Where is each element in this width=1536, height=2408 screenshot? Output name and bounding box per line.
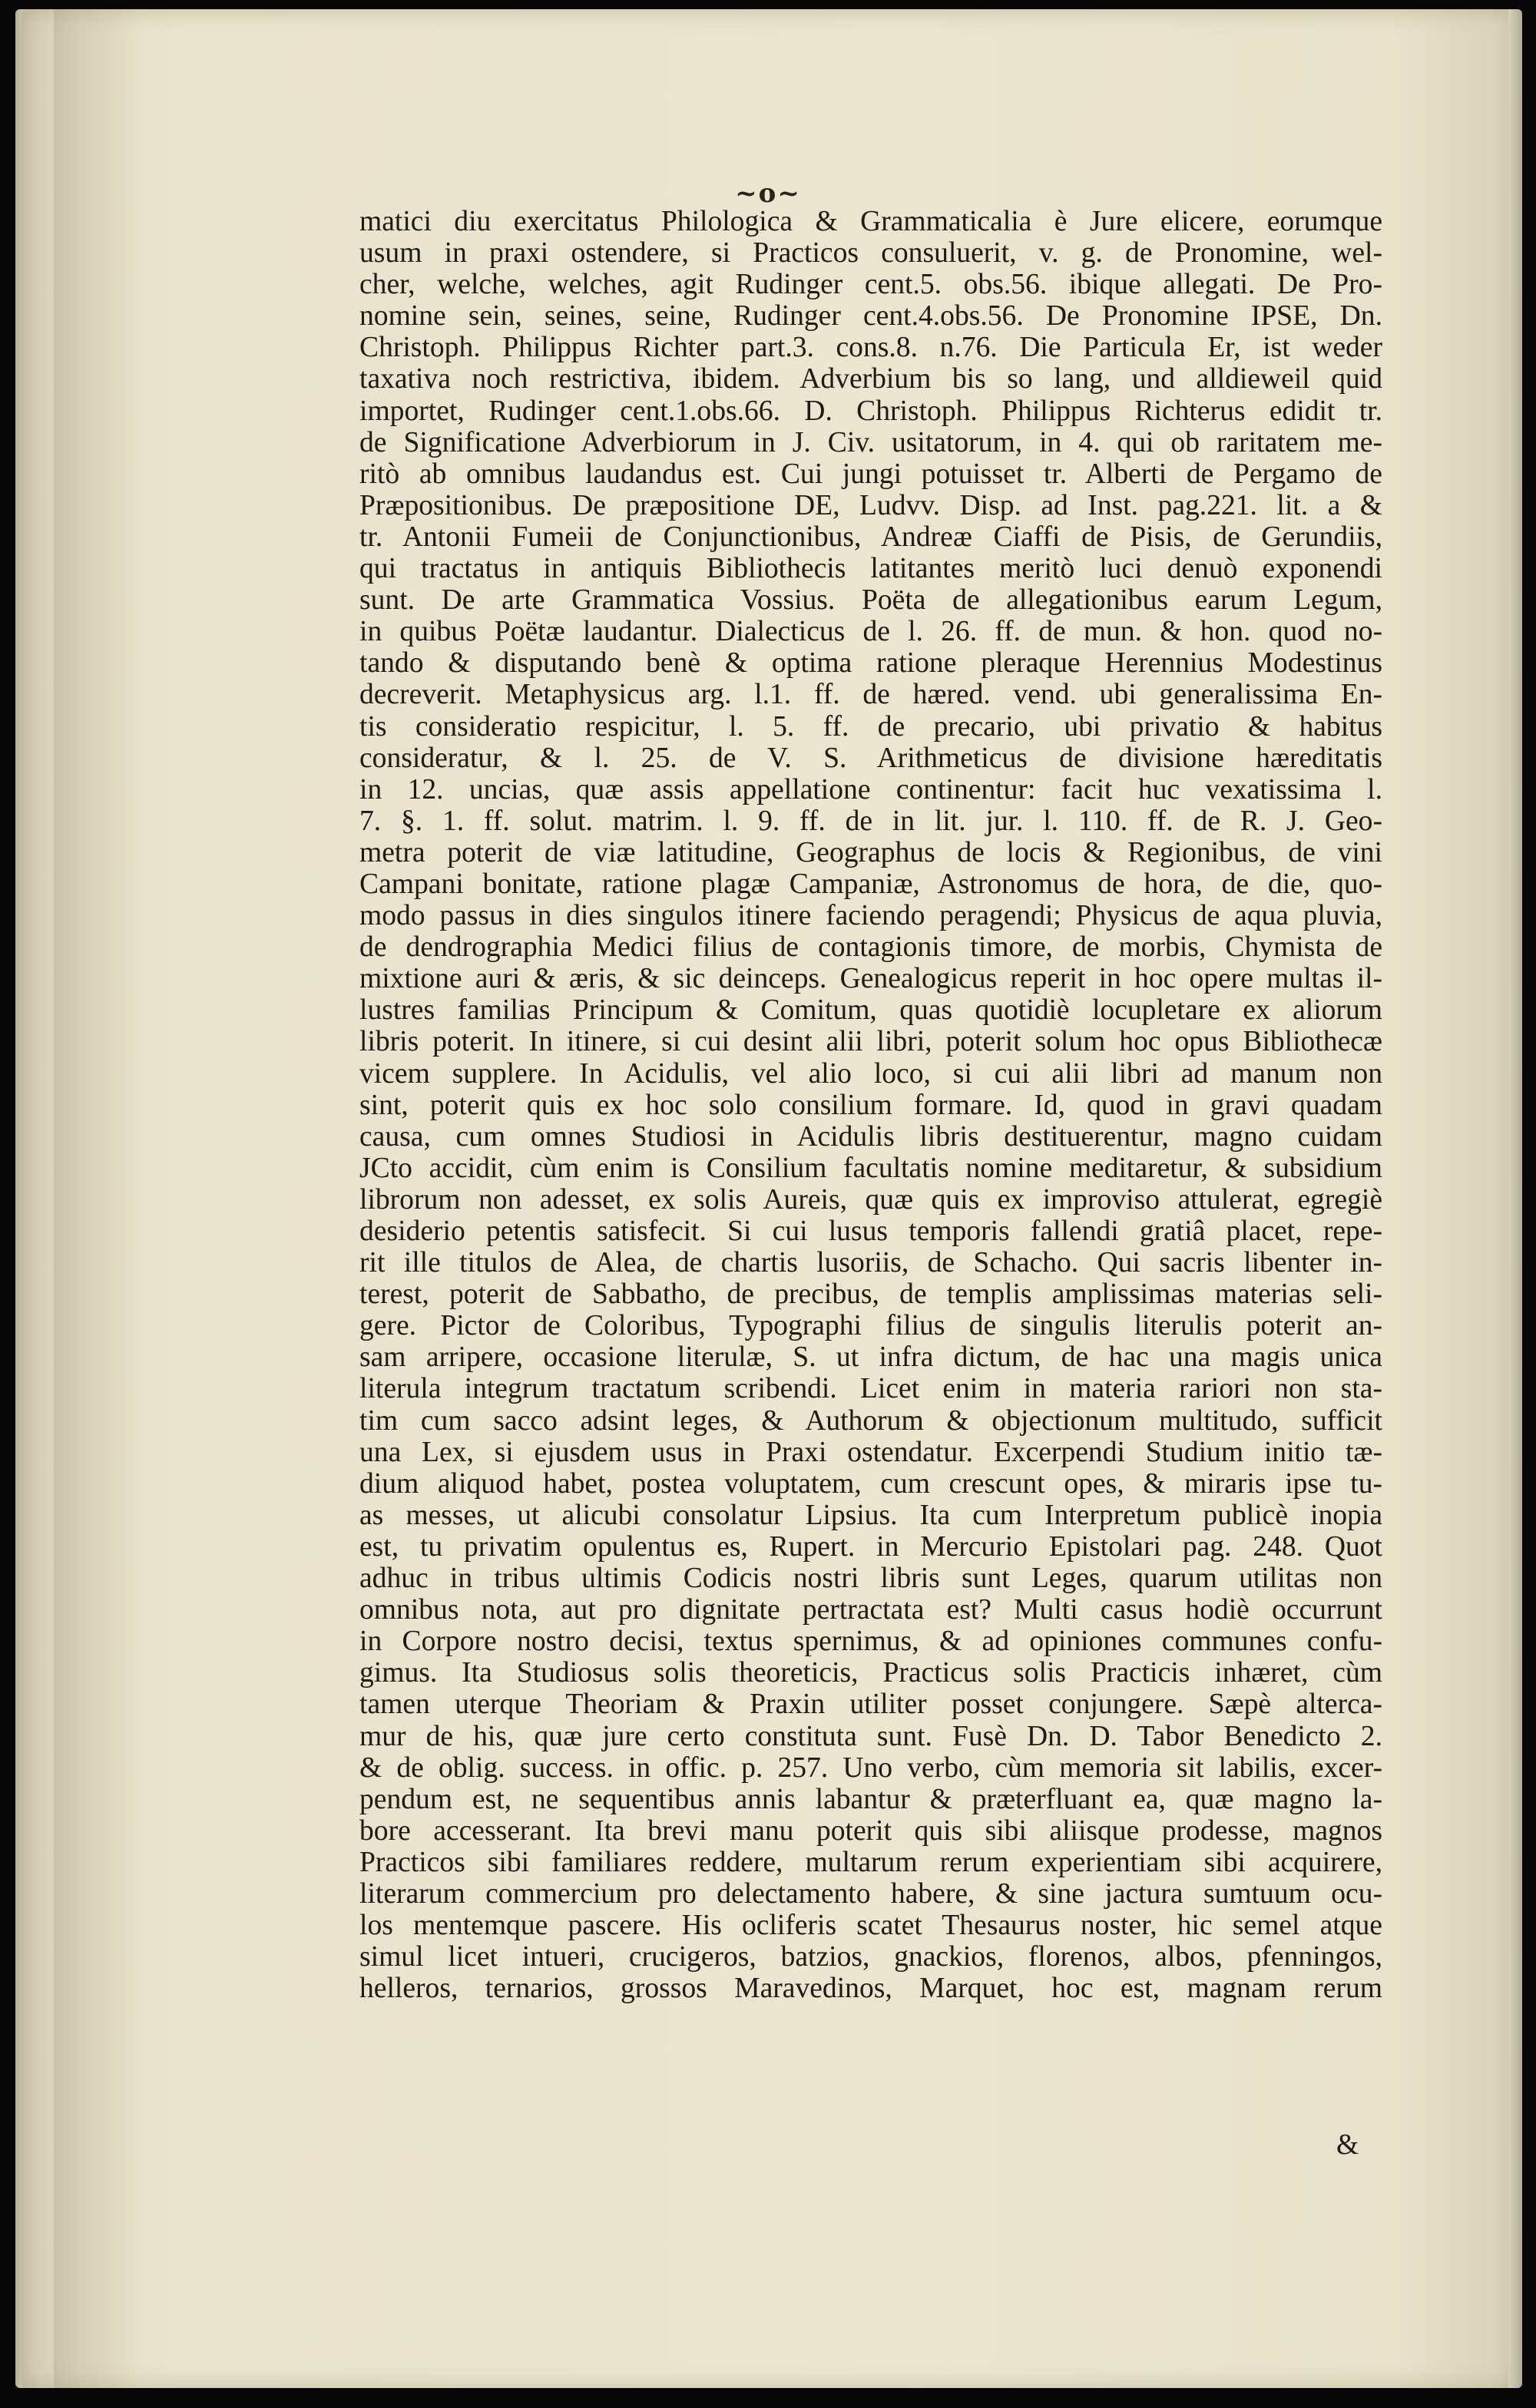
- text-line: qui tractatus in antiquis Bibliothecis latitantes meritò luci denuò exponendi: [359, 553, 1382, 585]
- text-line: & de oblig. success. in offic. p. 257. Uno verbo, cùm memoria sit labilis, excer-: [359, 1751, 1382, 1784]
- text-line: est, tu privatim opulentus es, Rupert. in Mercurio Epistolari pag. 248. Quot: [359, 1530, 1382, 1563]
- text-line: omnibus nota, aut pro dignitate pertractata est? Multi casus hodiè occurrunt: [359, 1594, 1382, 1626]
- text-line: in Corpore nostro decisi, textus spernimus, & ad opiniones communes confu-: [359, 1626, 1382, 1658]
- text-line: vicem supplere. In Acidulis, vel alio loco, si cui alii libri ad manum non: [359, 1057, 1382, 1090]
- text-line: Campani bonitate, ratione plagæ Campaniæ, Astronomus de hora, de die, quo-: [359, 868, 1382, 900]
- page-gutter-shadow: [54, 9, 138, 2388]
- text-line: in 12. uncias, quæ assis appellatione continentur: facit huc vexatissima l.: [359, 773, 1382, 805]
- text-line: dium aliquod habet, postea voluptatem, cum crescunt opes, & miraris ipse tu-: [359, 1467, 1382, 1500]
- text-line: 7. §. 1. ff. solut. matrim. l. 9. ff. de in lit. jur. l. 110. ff. de R. J. Geo-: [359, 805, 1382, 837]
- text-line: de dendrographia Medici filius de contagionis timore, de morbis, Chymista de: [359, 931, 1382, 964]
- text-line: adhuc in tribus ultimis Codicis nostri libris sunt Leges, quarum utilitas non: [359, 1563, 1382, 1595]
- text-line: decreverit. Metaphysicus arg. l.1. ff. de hæred. vend. ubi generalissima En-: [359, 679, 1382, 711]
- text-line: JCto accidit, cùm enim is Consilium facultatis nomine meditaretur, & subsidium: [359, 1152, 1382, 1184]
- text-line: Christoph. Philippus Richter part.3. cons.8. n.76. Die Particula Er, ist weder: [359, 332, 1382, 364]
- text-line: literarum commercium pro delectamento habere, & sine jactura sumtuum ocu-: [359, 1877, 1382, 1910]
- text-line: gimus. Ita Studiosus solis theoreticis, Practicus solis Practicis inhæret, cùm: [359, 1657, 1382, 1689]
- catchword: &: [1336, 2129, 1359, 2161]
- text-line: simul licet intueri, crucigeros, batzios, gnackios, florenos, albos, pfenningos,: [359, 1941, 1382, 1973]
- text-line: tim cum sacco adsint leges, & Authorum & objectionum multitudo, sufficit: [359, 1404, 1382, 1437]
- text-line: librorum non adesset, ex solis Aureis, quæ quis ex improviso attulerat, egregiè: [359, 1183, 1382, 1216]
- text-line: as messes, ut alicubi consolatur Lipsius. Ita cum Interpretum publicè inopia: [359, 1499, 1382, 1531]
- text-line: tamen uterque Theoriam & Praxin utiliter posset conjungere. Sæpè alterca-: [359, 1689, 1382, 1721]
- text-line: nomine sein, seines, seine, Rudinger cent.4.obs.56. De Pronomine IPSE, Dn.: [359, 300, 1382, 332]
- text-line: desiderio petentis satisfecit. Si cui lusus temporis fallendi gratiâ placet, repe-: [359, 1216, 1382, 1247]
- text-line: consideratur, & l. 25. de V. S. Arithmeticus de divisione hæreditatis: [359, 742, 1382, 774]
- text-line: Præpositionibus. De præpositione DE, Ludvv. Disp. ad Inst. pag.221. lit. a &: [359, 489, 1382, 521]
- text-line: usum in praxi ostendere, si Practicos consuluerit, v. g. de Pronomine, wel-: [359, 237, 1382, 270]
- text-line: de Significatione Adverbiorum in J. Civ. usitatorum, in 4. qui ob raritatem me-: [359, 426, 1382, 458]
- text-line: metra poterit de viæ latitudine, Geographus de locis & Regionibus, de vini: [359, 836, 1382, 868]
- text-line: modo passus in dies singulos itinere faciendo peragendi; Physicus de aqua pluvia,: [359, 900, 1382, 932]
- page-header-ornament: ~o~: [735, 178, 801, 209]
- text-line: mixtione auri & æris, & sic deinceps. Genealogicus reperit in hoc opere multas il-: [359, 963, 1382, 995]
- text-line: tando & disputando benè & optima ratione pleraque Herennius Modestinus: [359, 647, 1382, 680]
- text-line: tis consideratio respicitur, l. 5. ff. de precario, ubi privatio & habitus: [359, 710, 1382, 743]
- text-line: bore accesserant. Ita brevi manu poterit quis sibi aliisque prodesse, magnos: [359, 1814, 1382, 1847]
- text-line: mur de his, quæ jure certo constituta sunt. Fusè Dn. D. Tabor Benedicto 2.: [359, 1720, 1382, 1752]
- text-line: helleros, ternarios, grossos Maravedinos, Marquet, hoc est, magnam rerum: [359, 1973, 1382, 2005]
- text-line: in quibus Poëtæ laudantur. Dialecticus de l. 26. ff. de mun. & hon. quod no-: [359, 616, 1382, 648]
- text-line: libris poterit. In itinere, si cui desint alii libri, poterit solum hoc opus Bibliothecæ: [359, 1026, 1382, 1058]
- text-line: literula integrum tractatum scribendi. Licet enim in materia rariori non sta-: [359, 1373, 1382, 1405]
- text-line: matici diu exercitatus Philologica & Grammaticalia è Jure elicere, eorumque: [359, 206, 1382, 237]
- right-page-edge: [1508, 9, 1522, 2388]
- text-line: sint, poterit quis ex hoc solo consilium formare. Id, quod in gravi quadam: [359, 1089, 1382, 1121]
- body-text: [359, 206, 1382, 2004]
- text-line: taxativa noch restrictiva, ibidem. Adverbium bis so lang, und alldieweil quid: [359, 363, 1382, 395]
- text-line: sunt. De arte Grammatica Vossius. Poëta de allegationibus earum Legum,: [359, 584, 1382, 617]
- text-line: los mentemque pascere. His ocliferis scatet Thesaurus noster, hic semel atque: [359, 1910, 1382, 1942]
- text-line: causa, cum omnes Studiosi in Acidulis libris destituerentur, magno cuidam: [359, 1120, 1382, 1153]
- text-line: tr. Antonii Fumeii de Conjunctionibus, Andreæ Ciaffi de Pisis, de Gerundiis,: [359, 521, 1382, 553]
- text-line: ritò ab omnibus laudandus est. Cui jungi potuisset tr. Alberti de Pergamo de: [359, 458, 1382, 490]
- text-line: una Lex, si ejusdem usus in Praxi ostendatur. Excerpendi Studium initio tæ-: [359, 1436, 1382, 1468]
- text-line: cher, welche, welches, agit Rudinger cent.5. obs.56. ibique allegati. De Pro-: [359, 269, 1382, 301]
- text-line: gere. Pictor de Coloribus, Typographi filius de singulis literulis poterit an-: [359, 1310, 1382, 1342]
- text-line: importet, Rudinger cent.1.obs.66. D. Christoph. Philippus Richterus edidit tr.: [359, 395, 1382, 427]
- text-line: sam arripere, occasione literulæ, S. ut infra dictum, de hac una magis unica: [359, 1341, 1382, 1374]
- text-line: rit ille titulos de Alea, de chartis lusoriis, de Schacho. Qui sacris libenter in-: [359, 1247, 1382, 1279]
- text-line: pendum est, ne sequentibus annis labantur & præterfluant ea, quæ magno la-: [359, 1783, 1382, 1815]
- text-line: terest, poterit de Sabbatho, de precibus, de templis amplissimas materias seli-: [359, 1278, 1382, 1311]
- text-line: Practicos sibi familiares reddere, multarum rerum experientiam sibi acquirere,: [359, 1846, 1382, 1878]
- text-line: lustres familias Principum & Comitum, quas quotidiè locupletare ex aliorum: [359, 994, 1382, 1027]
